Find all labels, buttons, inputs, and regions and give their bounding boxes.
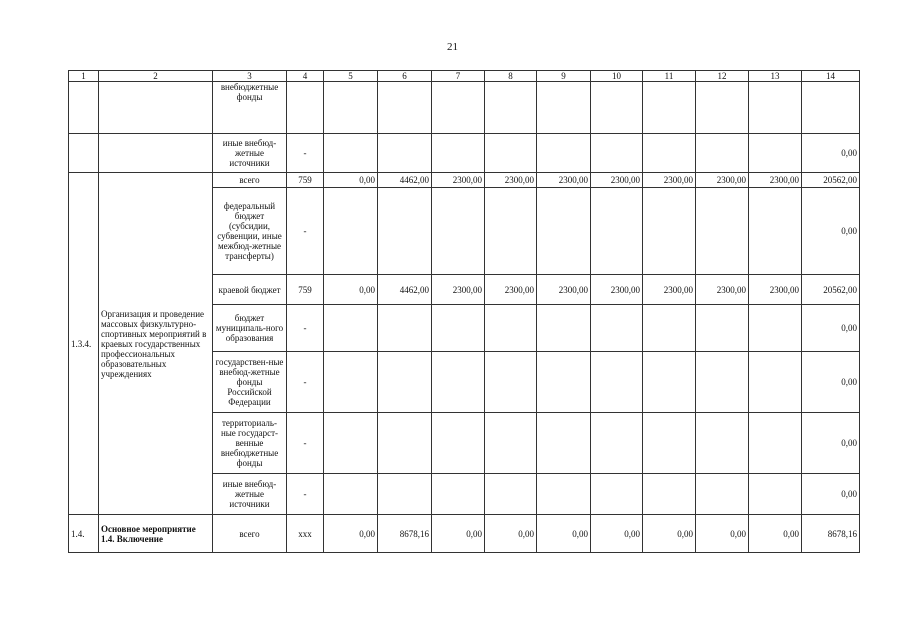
source-cell: внебюджетные фонды xyxy=(213,82,287,134)
code-value: 759 xyxy=(287,275,324,305)
value-cell: 2300,00 xyxy=(485,275,537,305)
header-cell: 1 xyxy=(69,71,99,82)
value-cell: 2300,00 xyxy=(537,275,591,305)
header-cell: 5 xyxy=(324,71,378,82)
header-cell: 6 xyxy=(378,71,432,82)
source-cell: иные внебюд-жетные источники xyxy=(213,474,287,515)
total-cell: 8678,16 xyxy=(802,515,860,553)
value-cell: 2300,00 xyxy=(696,275,749,305)
page-number: 21 xyxy=(447,41,458,53)
table-row xyxy=(69,515,860,553)
value-cell: 2300,00 xyxy=(432,275,485,305)
name-cell xyxy=(99,82,213,134)
value-cell: 2300,00 xyxy=(591,173,643,188)
value-cell: 0,00 xyxy=(591,515,643,553)
source-cell: федеральный бюджет (субсидии, субвенции, иные межбюд-жетные трансферты) xyxy=(213,188,287,275)
code-value: - xyxy=(287,352,324,413)
header-cell: 2 xyxy=(99,71,213,82)
table-row xyxy=(69,82,860,134)
value-cell: 2300,00 xyxy=(643,275,696,305)
value-cell: 2300,00 xyxy=(696,173,749,188)
item-name: Основное мероприятие 1.4. Включение xyxy=(99,515,213,553)
budget-table xyxy=(68,70,860,553)
total-cell: 0,00 xyxy=(802,352,860,413)
code-value: - xyxy=(287,134,324,173)
value-cell: 4462,00 xyxy=(378,173,432,188)
header-row xyxy=(69,71,860,82)
source-cell: бюджет муниципаль-ного образования xyxy=(213,305,287,352)
source-cell: иные внебюд-жетные источники xyxy=(213,134,287,173)
total-cell: 0,00 xyxy=(802,474,860,515)
value-cell: 0,00 xyxy=(643,515,696,553)
value-cell: 2300,00 xyxy=(749,275,802,305)
header-cell: 10 xyxy=(591,71,643,82)
name-cell xyxy=(99,134,213,173)
value-cell: 2300,00 xyxy=(643,173,696,188)
item-code: 1.3.4. xyxy=(69,173,99,515)
code-cell xyxy=(69,82,99,134)
value-cell: 0,00 xyxy=(432,515,485,553)
value-cell: 4462,00 xyxy=(378,275,432,305)
source-cell: территориаль-ные государст-венные внебюджетные фонды xyxy=(213,413,287,474)
code-value: - xyxy=(287,413,324,474)
value-cell: 0,00 xyxy=(324,275,378,305)
code-value: - xyxy=(287,188,324,275)
value-cell: 0,00 xyxy=(696,515,749,553)
item-name: Организация и проведение массовых физкультурно-спортивных мероприятий в краевых государственных профессиональных образовательных учреждениях xyxy=(99,173,213,515)
code-value: - xyxy=(287,474,324,515)
value-cell: 2300,00 xyxy=(432,173,485,188)
total-cell: 0,00 xyxy=(802,134,860,173)
code-cell xyxy=(69,134,99,173)
header-cell: 13 xyxy=(749,71,802,82)
value-cell: 2300,00 xyxy=(485,173,537,188)
header-cell: 7 xyxy=(432,71,485,82)
header-cell: 12 xyxy=(696,71,749,82)
value-cell: 2300,00 xyxy=(537,173,591,188)
total-cell: 20562,00 xyxy=(802,275,860,305)
item-code: 1.4. xyxy=(69,515,99,553)
source-cell: краевой бюджет xyxy=(213,275,287,305)
total-cell: 20562,00 xyxy=(802,173,860,188)
value-cell: 0,00 xyxy=(324,173,378,188)
header-cell: 3 xyxy=(213,71,287,82)
total-cell: 0,00 xyxy=(802,305,860,352)
header-cell: 11 xyxy=(643,71,696,82)
source-cell: всего xyxy=(213,173,287,188)
value-cell: 0,00 xyxy=(749,515,802,553)
header-cell: 8 xyxy=(485,71,537,82)
value-cell: 0,00 xyxy=(537,515,591,553)
header-cell: 9 xyxy=(537,71,591,82)
total-cell: 0,00 xyxy=(802,413,860,474)
code-value: 759 xyxy=(287,173,324,188)
source-cell: всего xyxy=(213,515,287,553)
table-row xyxy=(69,134,860,173)
code-value: ххх xyxy=(287,515,324,553)
header-cell: 14 xyxy=(802,71,860,82)
source-cell: государствен-ные внебюд-жетные фонды Российской Федерации xyxy=(213,352,287,413)
total-cell: 0,00 xyxy=(802,188,860,275)
value-cell: 8678,16 xyxy=(378,515,432,553)
code-value: - xyxy=(287,305,324,352)
header-cell: 4 xyxy=(287,71,324,82)
value-cell: 2300,00 xyxy=(591,275,643,305)
table-row xyxy=(69,173,860,188)
value-cell: 0,00 xyxy=(324,515,378,553)
value-cell: 0,00 xyxy=(485,515,537,553)
value-cell: 2300,00 xyxy=(749,173,802,188)
